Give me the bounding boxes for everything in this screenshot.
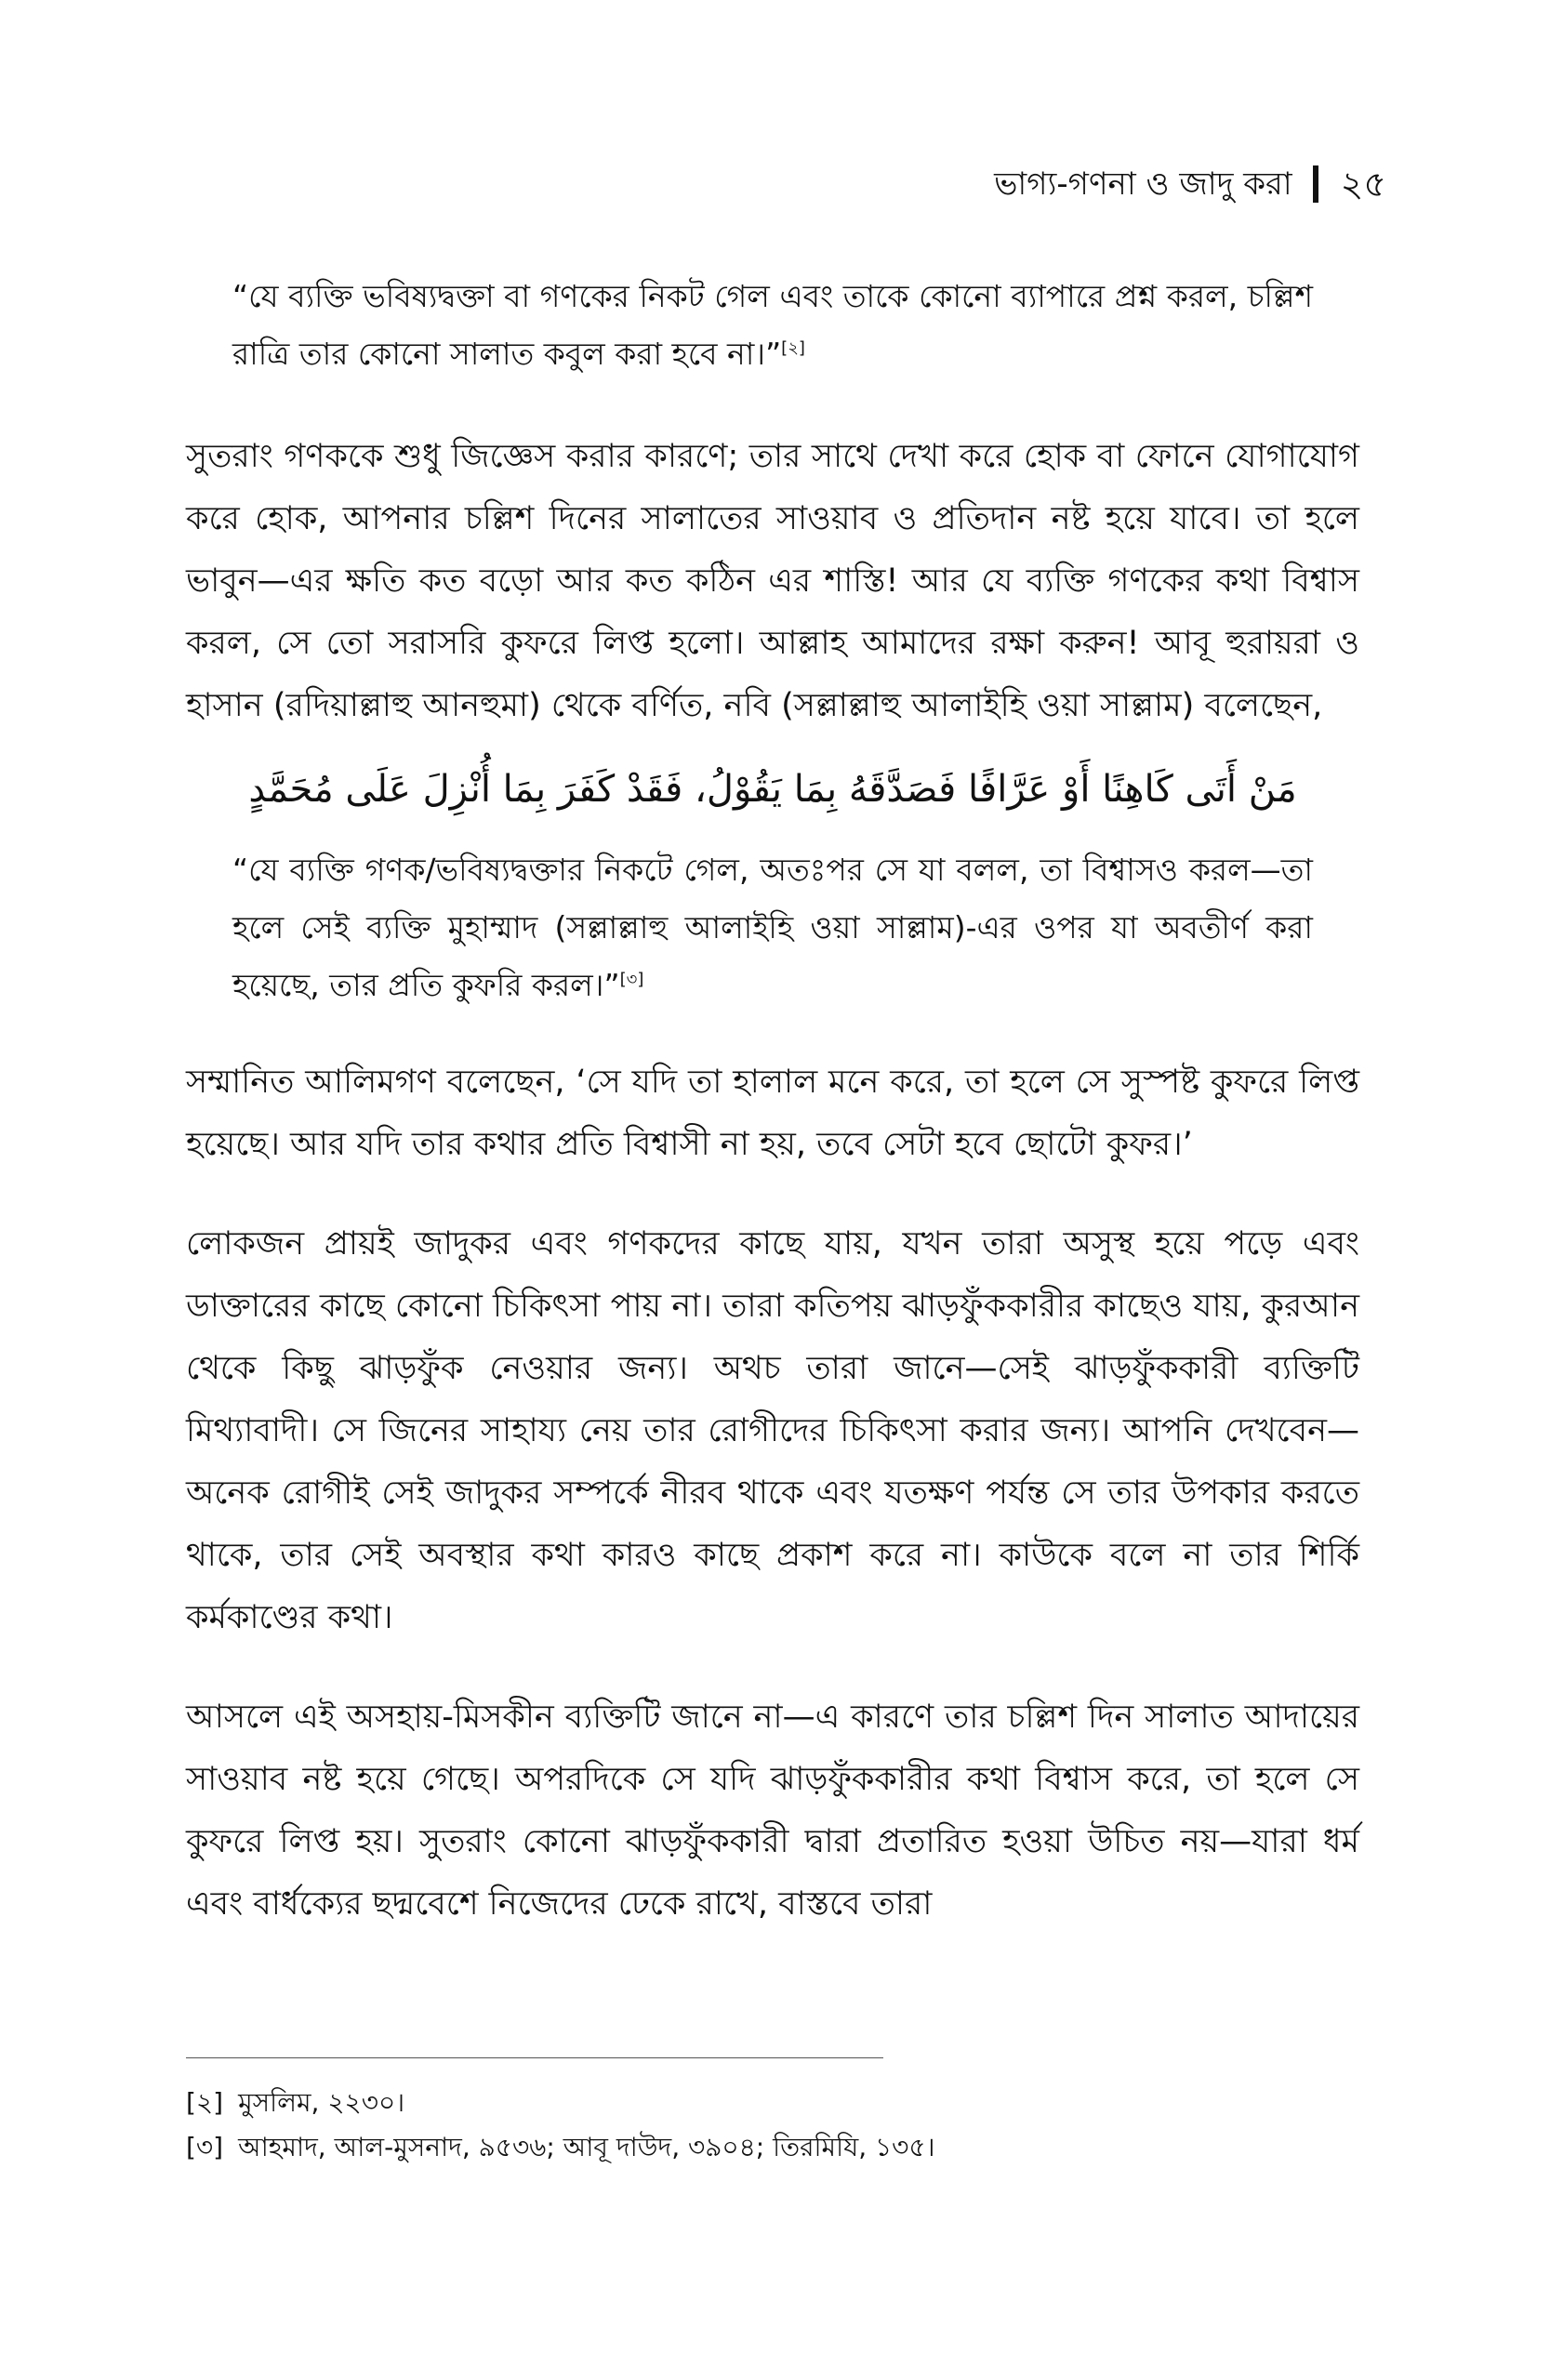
header-divider	[1313, 165, 1318, 203]
paragraph-4: আসলে এই অসহায়-মিসকীন ব্যক্তিটি জানে না—এ কারণে তার চল্লিশ দিন সালাত আদায়ের সাওয়াব নষ্ট হয়ে গেছে। অপরদিকে সে যদি ঝাড়ফুঁককারীর কথা বিশ্বাস করে, তা হলে সে কুফরে লিপ্ত হয়। সুতরাং কোনো ঝাড়ফুঁককারী দ্বারা প্রতারিত হওয়া উচিত নয়—যারা ধর্ম এবং বার্ধক্যের ছদ্মবেশে নিজেদের ঢেকে রাখে, বাস্তবে তারা	[186, 1699, 1359, 1923]
footnote-2	[186, 2081, 1359, 2125]
footnote-divider	[186, 2057, 883, 2058]
hadith-quote-1	[232, 268, 1313, 383]
footnote-number: [৩]	[186, 2132, 224, 2162]
footnotes	[186, 2081, 1359, 2170]
footnote-text: আহমাদ, আল-মুসনাদ, ৯৫৩৬; আবূ দাউদ, ৩৯০৪; তিরমিযি, ১৩৫।	[238, 2132, 935, 2162]
arabic-hadith: مَنْ أَتَى كَاهِنًا أَوْ عَرَّافًا فَصَدَّقَهُ بِمَا يَقُوْلُ، فَقَدْ كَفَرَ بِمَا أُنْزِلَ عَلَى مُحَمَّدٍ	[248, 768, 1297, 811]
page-number: ২৫	[1340, 164, 1386, 205]
footnote-ref-2[interactable]: [২]	[781, 338, 805, 358]
footnote-ref-3[interactable]: [৩]	[619, 970, 644, 989]
footnote-text: মুসলিম, ২২৩০।	[238, 2087, 405, 2118]
footnote-number: [২]	[186, 2087, 224, 2118]
hadith-quote-2	[232, 841, 1313, 1014]
footnote-3	[186, 2125, 1359, 2170]
paragraph-2: সম্মানিত আলিমগণ বলেছেন, ‘সে যদি তা হালাল মনে করে, তা হলে সে সুস্পষ্ট কুফরে লিপ্ত হয়েছে। আর যদি তার কথার প্রতি বিশ্বাসী না হয়, তবে সেটা হবে ছোটো কুফর।’	[186, 1064, 1359, 1163]
hadith-quote-2-text: “যে ব্যক্তি গণক/ভবিষ্যদ্বক্তার নিকটে গেল, অতঃপর সে যা বলল, তা বিশ্বাসও করল—তা হলে সেই ব্যক্তি মুহাম্মাদ (সল্লাল্লাহু আলাইহি ওয়া সাল্লাম)-এর ওপর যা অবতীর্ণ করা হয়েছে, তার প্রতি কুফরি করল।”	[232, 852, 1313, 1003]
chapter-title: ভাগ্য-গণনা ও জাদু করা	[994, 165, 1292, 203]
paragraph-1: সুতরাং গণককে শুধু জিজ্ঞেস করার কারণে; তার সাথে দেখা করে হোক বা ফোনে যোগাযোগ করে হোক, আপনার চল্লিশ দিনের সালাতের সাওয়াব ও প্রতিদান নষ্ট হয়ে যাবে। তা হলে ভাবুন—এর ক্ষতি কত বড়ো আর কত কঠিন এর শাস্তি! আর যে ব্যক্তি গণকের কথা বিশ্বাস করল, সে তো সরাসরি কুফরে লিপ্ত হলো। আল্লাহ আমাদের রক্ষা করুন! আবূ হুরায়রা ও হাসান (রদিয়াল্লাহু আনহুমা) থেকে বর্ণিত, নবি (সল্লাল্লাহু আলাইহি ওয়া সাল্লাম) বলেছেন,	[186, 438, 1359, 724]
paragraph-3: লোকজন প্রায়ই জাদুকর এবং গণকদের কাছে যায়, যখন তারা অসুস্থ হয়ে পড়ে এবং ডাক্তারের কাছে কোনো চিকিৎসা পায় না। তারা কতিপয় ঝাড়ফুঁককারীর কাছেও যায়, কুরআন থেকে কিছু ঝাড়ফুঁক নেওয়ার জন্য। অথচ তারা জানে—সেই ঝাড়ফুঁককারী ব্যক্তিটি মিথ্যাবাদী। সে জিনের সাহায্য নেয় তার রোগীদের চিকিৎসা করার জন্য। আপনি দেখবেন—অনেক রোগীই সেই জাদুকর সম্পর্কে নীরব থাকে এবং যতক্ষণ পর্যন্ত সে তার উপকার করতে থাকে, তার সেই অবস্থার কথা কারও কাছে প্রকাশ করে না। কাউকে বলে না তার শির্কি কর্মকাণ্ডের কথা।	[186, 1225, 1359, 1636]
hadith-quote-1-text: “যে ব্যক্তি ভবিষ্যদ্বক্তা বা গণকের নিকট গেল এবং তাকে কোনো ব্যাপারে প্রশ্ন করল, চল্লিশ রাত্রি তার কোনো সালাত কবুল করা হবে না।”	[232, 278, 1313, 372]
running-header	[994, 165, 1386, 203]
main-text	[186, 268, 1359, 1936]
